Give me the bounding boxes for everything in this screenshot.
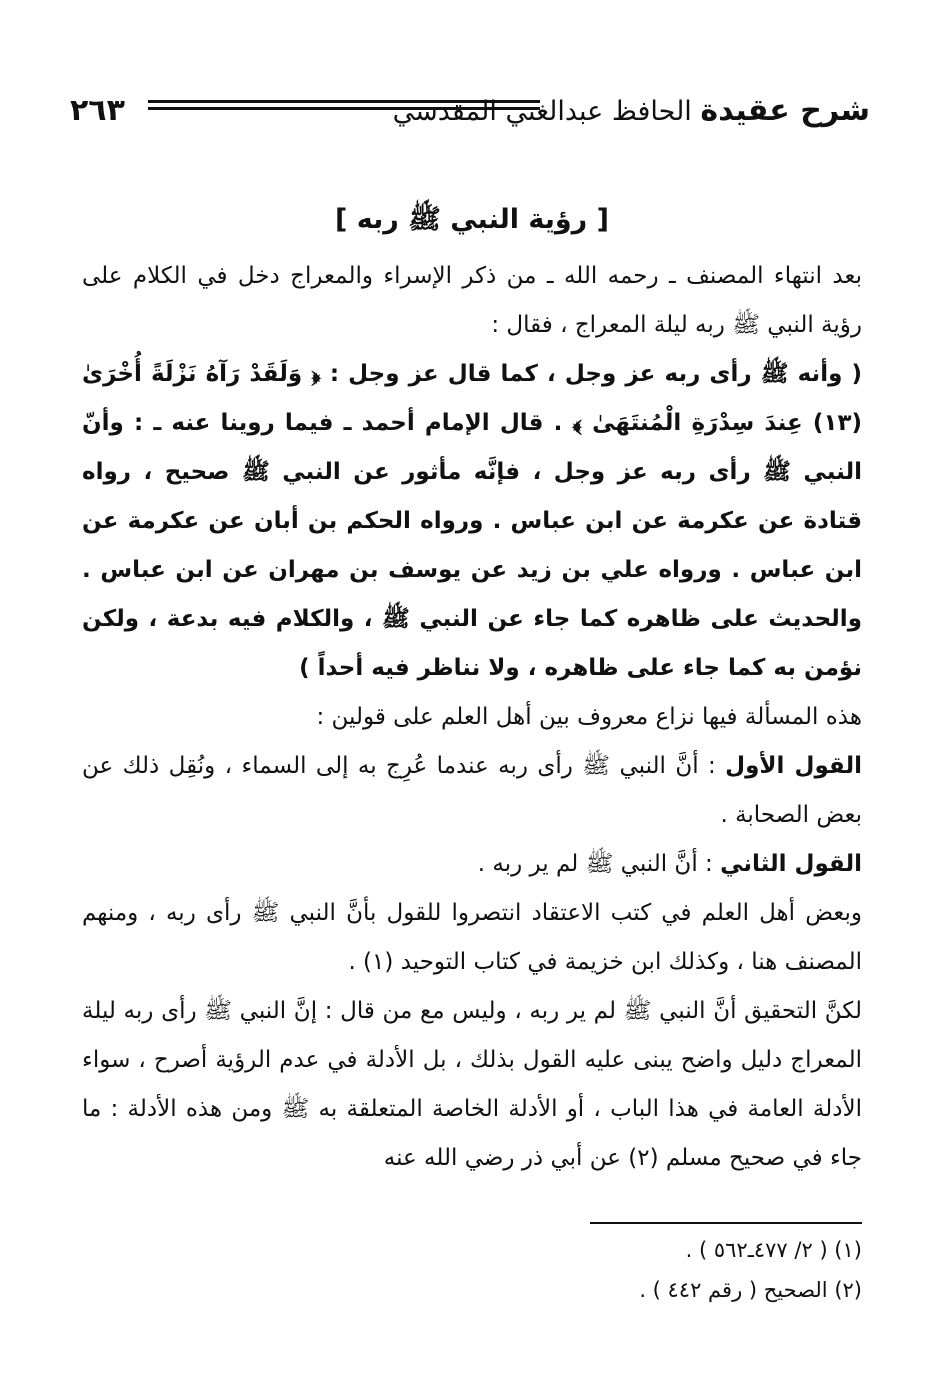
scholars-paragraph: وبعض أهل العلم في كتب الاعتقاد انتصروا للقول بأنَّ النبي ﷺ رأى ربه ، ومنهم المصنف هنا ، وكذلك ابن خزيمة في كتاب التوحيد (١) . [82, 900, 862, 975]
book-title-rest: الحافظ عبدالغني المقدسي [392, 96, 692, 127]
footnote-item: (٢) الصحيح ( رقم ٤٤٢ ) . [639, 1278, 862, 1302]
page-number: ٢٦٣ [70, 93, 125, 128]
book-title-bold: شرح عقيدة [700, 93, 870, 128]
page-body [82, 190, 862, 1183]
book-title [393, 86, 870, 137]
first-opinion-label: القول الأول [725, 753, 862, 779]
verification-paragraph: لكنَّ التحقيق أنَّ النبي ﷺ لم ير ربه ، وليس مع من قال : إنَّ النبي ﷺ رأى ربه ليلة المعراج دليل واضح يبنى عليه القول بذلك ، بل الأدلة في عدم الرؤية أصرح ، سواء الأدلة العامة في هذا الباب ، أو الأدلة الخاصة المتعلقة به ﷺ ومن هذه الأدلة : ما جاء في صحيح مسلم (٢) عن أبي ذر رضي الله عنه [82, 998, 862, 1171]
first-opinion-text: : أنَّ النبي ﷺ رأى ربه عندما عُرِج به إلى السماء ، ونُقِل ذلك عن بعض الصحابة . [82, 753, 862, 828]
footnotes [82, 1222, 862, 1310]
second-opinion-label: القول الثاني [720, 851, 862, 877]
issue-paragraph: هذه المسألة فيها نزاع معروف بين أهل العلم على قولين : [316, 704, 862, 730]
first-opinion [82, 742, 862, 840]
page-header [70, 86, 870, 136]
section-title: [ رؤية النبي ﷺ ربه ] [335, 204, 609, 235]
intro-paragraph: بعد انتهاء المصنف ـ رحمه الله ـ من ذكر الإسراء والمعراج دخل في الكلام على رؤية النبي ﷺ ربه ليلة المعراج ، فقال : [82, 263, 862, 338]
quoted-creed-text: ( وأنه ﷺ رأى ربه عز وجل ، كما قال عز وجل : ﴿ وَلَقَدْ رَآهُ نَزْلَةً أُخْرَىٰ (١٣) عِندَ سِدْرَةِ الْمُنتَهَىٰ ﴾ . قال الإمام أحمد ـ فيما روينا عنه ـ : وأنّ النبي ﷺ رأى ربه عز وجل ، فإنَّه مأثور عن النبي ﷺ صحيح ، رواه قتادة عن عكرمة عن ابن عباس . ورواه الحكم بن أبان عن عكرمة عن ابن عباس . ورواه علي بن زيد عن يوسف بن مهران عن ابن عباس . والحديث على ظاهره كما جاء عن النبي ﷺ ، والكلام فيه بدعة ، ولكن نؤمن به كما جاء على ظاهره ، ولا نناظر فيه أحداً ) [82, 361, 862, 681]
footnote-item: (١) ( ٢/ ٤٧٧ـ٥٦٢ ) . [685, 1238, 862, 1262]
second-opinion-text: : أنَّ النبي ﷺ لم ير ربه . [477, 851, 721, 877]
second-opinion [82, 840, 862, 889]
footnote-rule [590, 1222, 862, 1224]
